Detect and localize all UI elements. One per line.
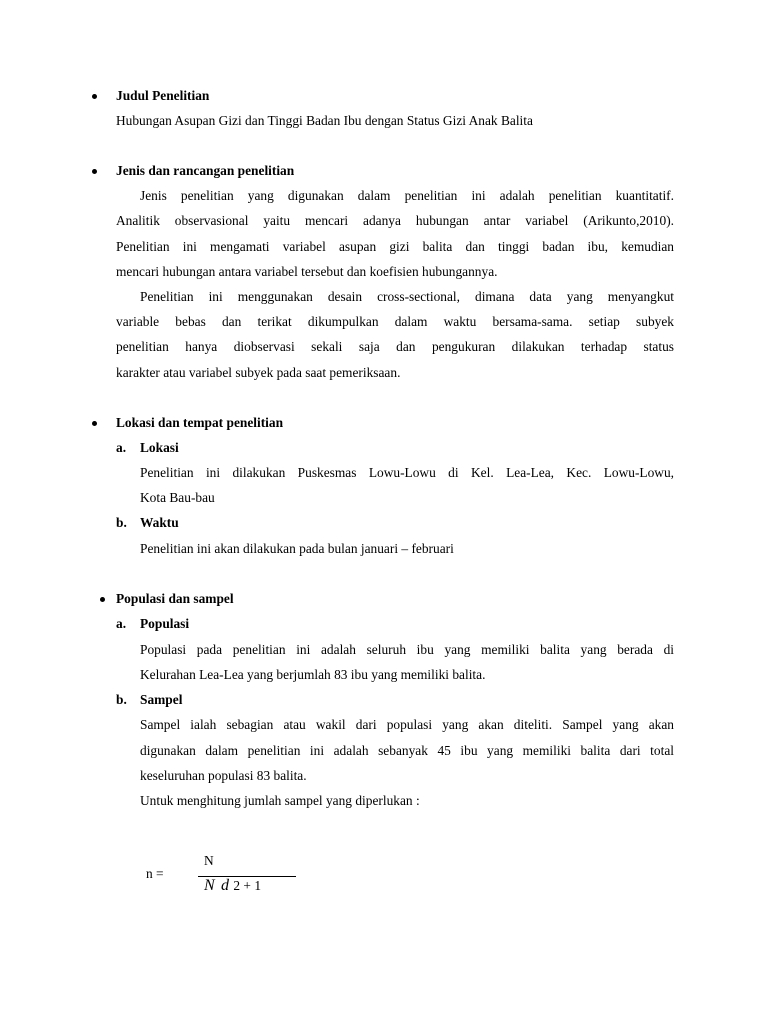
- bullet-icon: [92, 421, 97, 426]
- paragraph-line: Analitik observasional yaitu mencari adanya hubungan antar variabel (Arikunto,2010).: [116, 213, 674, 228]
- paragraph-line: Populasi pada penelitian ini adalah seluruh ibu yang memiliki balita yang berada di: [140, 642, 674, 657]
- paragraph-line: penelitian hanya diobservasi sekali saja dan pengukuran dilakukan terhadap status: [116, 339, 674, 354]
- paragraph-line: digunakan dalam penelitian ini adalah sebanyak 45 ibu yang memiliki balita dari total: [140, 743, 674, 758]
- list-marker: b.: [116, 515, 127, 530]
- paragraph-line: Penelitian ini akan dilakukan pada bulan januari – februari: [140, 541, 454, 556]
- list-marker: a.: [116, 440, 127, 455]
- denominator-N: N: [204, 877, 215, 894]
- bullet-icon: [92, 169, 97, 174]
- denominator-d: d: [221, 877, 230, 894]
- paragraph-line: karakter atau variabel subyek pada saat pemeriksaan.: [116, 365, 401, 380]
- paragraph-line: Kelurahan Lea-Lea yang berjumlah 83 ibu yang memiliki balita.: [140, 667, 486, 682]
- paragraph-line: Jenis penelitian yang digunakan dalam penelitian ini adalah penelitian kuantitatif.: [140, 188, 674, 203]
- formula-numerator: N: [204, 853, 214, 868]
- subheading-waktu: Waktu: [140, 515, 179, 530]
- list-marker: a.: [116, 616, 127, 631]
- bullet-icon: [100, 597, 105, 602]
- paragraph-line: keseluruhan populasi 83 balita.: [140, 768, 307, 783]
- paragraph-line: mencari hubungan antara variabel tersebut dan koefisien hubungannya.: [116, 264, 498, 279]
- section-heading-judul: Judul Penelitian: [116, 88, 210, 103]
- section-heading-lokasi-tempat: Lokasi dan tempat penelitian: [116, 415, 284, 430]
- bullet-icon: [92, 94, 97, 99]
- denominator-rest: 2 + 1: [233, 878, 262, 893]
- subheading-sampel: Sampel: [140, 692, 183, 707]
- paragraph-line: variable bebas dan terikat dikumpulkan dalam waktu bersama-sama. setiap subyek: [116, 314, 674, 329]
- list-marker: b.: [116, 692, 127, 707]
- section-heading-populasi-sampel: Populasi dan sampel: [116, 591, 234, 606]
- subheading-populasi: Populasi: [140, 616, 190, 631]
- paragraph-line: Kota Bau-bau: [140, 490, 215, 505]
- paragraph-line: Untuk menghitung jumlah sampel yang diperlukan :: [140, 793, 420, 808]
- formula-denominator: [204, 878, 261, 894]
- paragraph-line: Penelitian ini menggunakan desain cross-sectional, dimana data yang menyangkut: [140, 289, 674, 304]
- subheading-lokasi: Lokasi: [140, 440, 179, 455]
- paragraph-line: Penelitian ini dilakukan Puskesmas Lowu-Lowu di Kel. Lea-Lea, Kec. Lowu-Lowu,: [140, 465, 674, 480]
- judul-text: Hubungan Asupan Gizi dan Tinggi Badan Ibu dengan Status Gizi Anak Balita: [116, 113, 533, 128]
- paragraph-line: Sampel ialah sebagian atau wakil dari populasi yang akan diteliti. Sampel yang akan: [140, 717, 674, 732]
- paragraph-line: Penelitian ini mengamati variabel asupan gizi balita dan tinggi badan ibu, kemudian: [116, 239, 674, 254]
- formula-lhs: n =: [146, 866, 164, 881]
- section-heading-jenis: Jenis dan rancangan penelitian: [116, 163, 295, 178]
